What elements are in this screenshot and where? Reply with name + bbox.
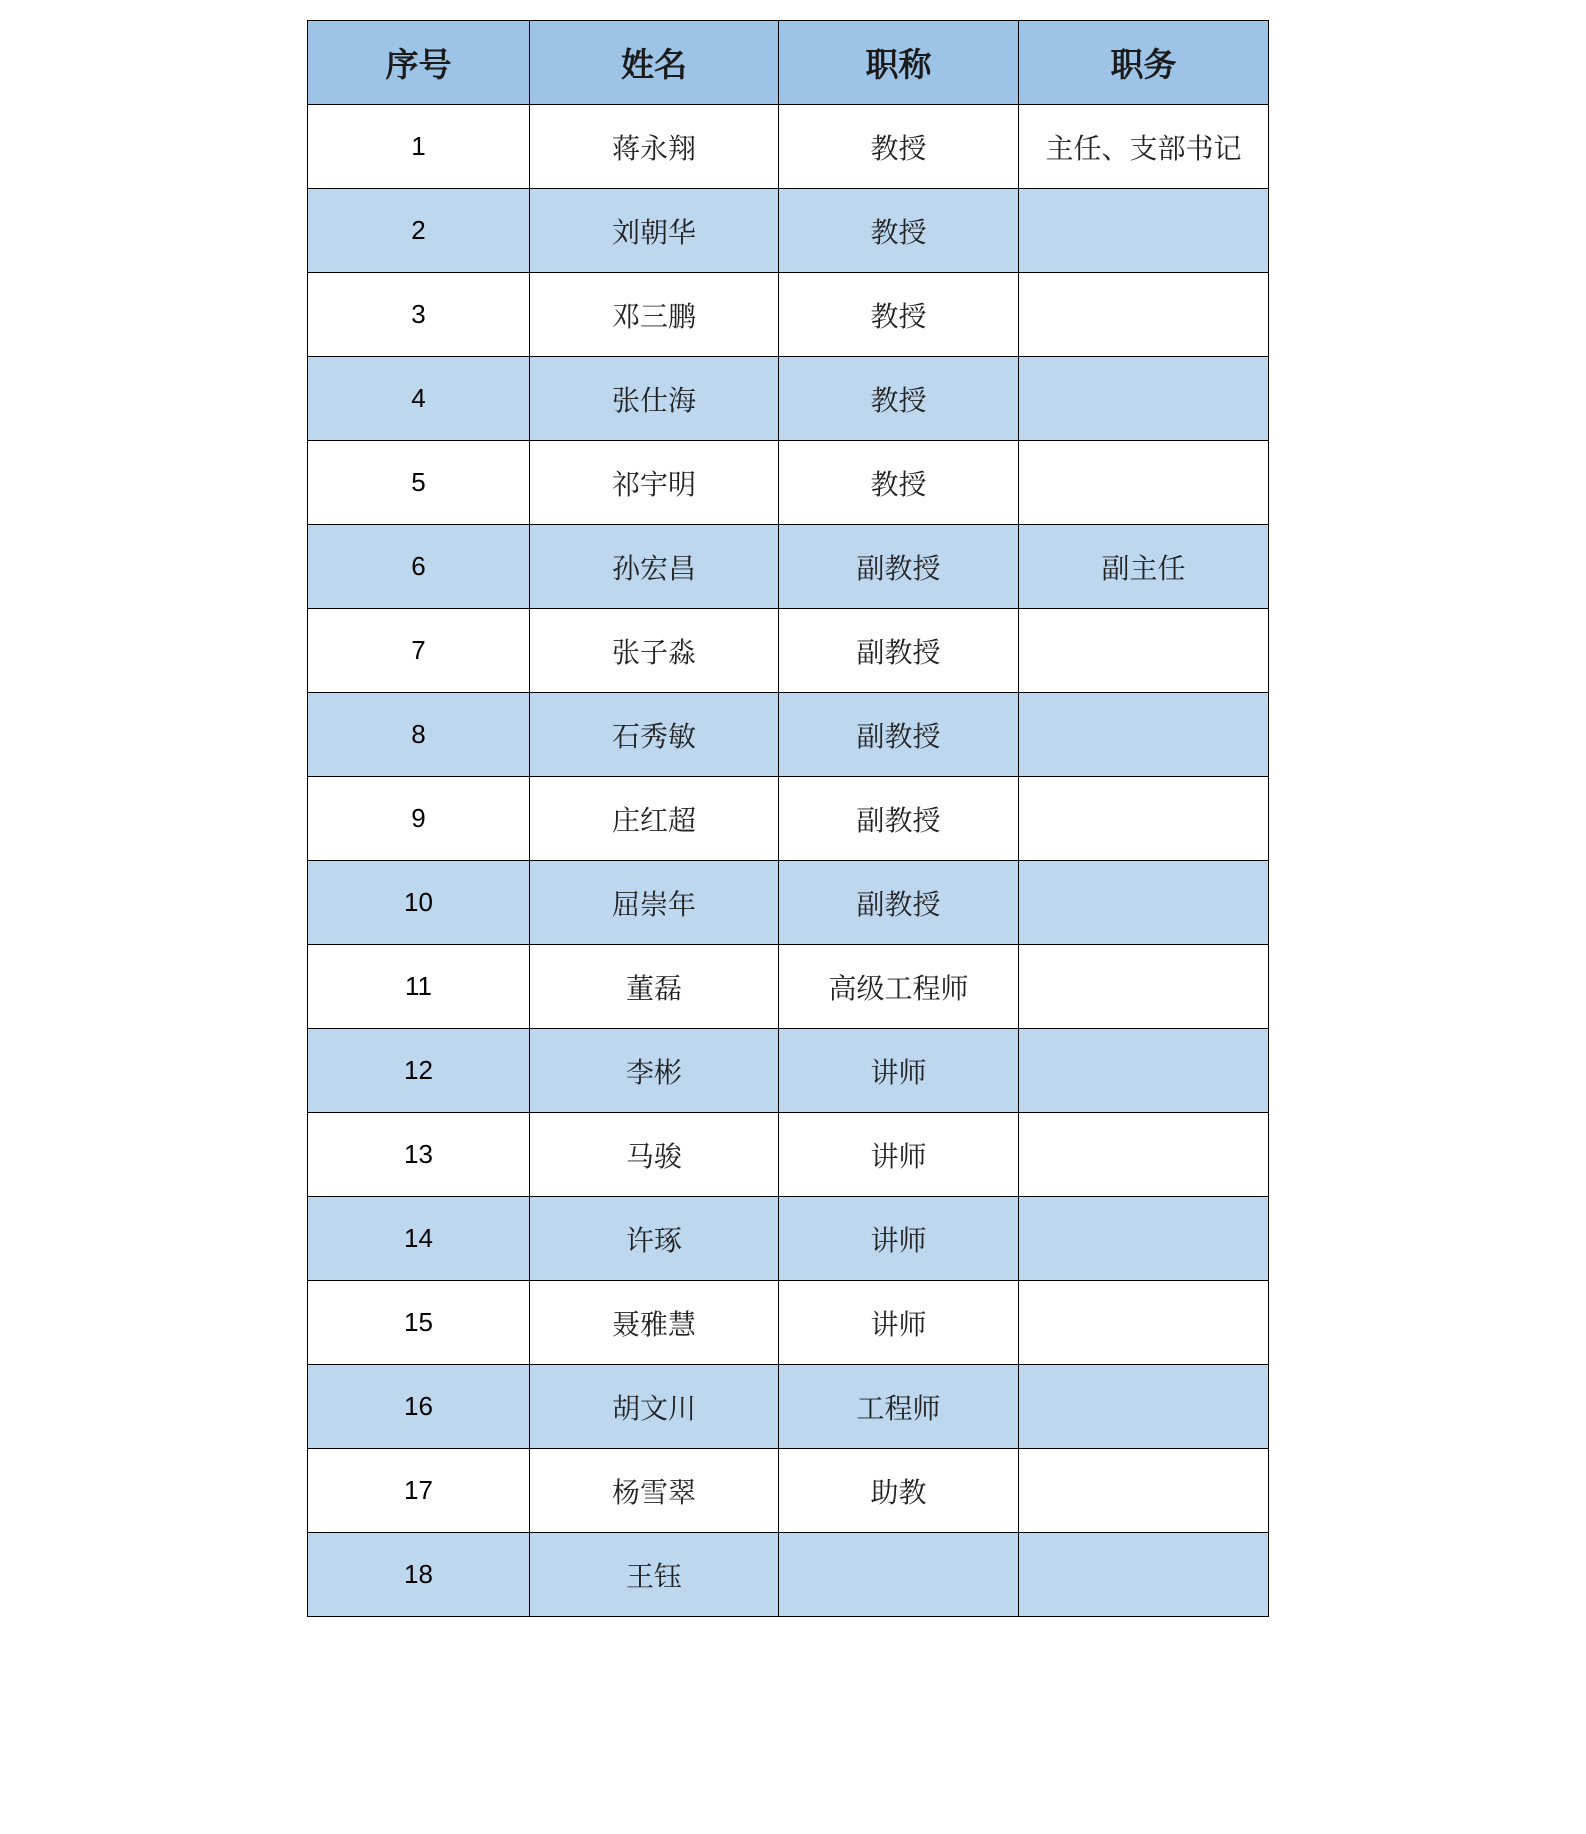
table-row bbox=[308, 105, 1269, 189]
cell-name: 聂雅慧 bbox=[530, 1281, 779, 1365]
cell-name: 董磊 bbox=[530, 945, 779, 1029]
cell-name: 邓三鹏 bbox=[530, 273, 779, 357]
cell-seq: 17 bbox=[308, 1449, 530, 1533]
cell-seq: 11 bbox=[308, 945, 530, 1029]
cell-position bbox=[1019, 1029, 1269, 1113]
cell-title: 教授 bbox=[779, 273, 1019, 357]
cell-name: 李彬 bbox=[530, 1029, 779, 1113]
cell-title: 副教授 bbox=[779, 609, 1019, 693]
cell-position bbox=[1019, 1197, 1269, 1281]
table-row bbox=[308, 1197, 1269, 1281]
staff-table bbox=[307, 20, 1269, 1617]
header-position: 职务 bbox=[1019, 21, 1269, 105]
cell-title: 讲师 bbox=[779, 1281, 1019, 1365]
table-row bbox=[308, 609, 1269, 693]
table-row bbox=[308, 945, 1269, 1029]
cell-title: 副教授 bbox=[779, 693, 1019, 777]
cell-name: 刘朝华 bbox=[530, 189, 779, 273]
header-row bbox=[308, 21, 1269, 105]
table-row bbox=[308, 357, 1269, 441]
cell-position bbox=[1019, 1281, 1269, 1365]
cell-title: 副教授 bbox=[779, 525, 1019, 609]
cell-position bbox=[1019, 273, 1269, 357]
table-row bbox=[308, 1281, 1269, 1365]
cell-seq: 16 bbox=[308, 1365, 530, 1449]
cell-name: 胡文川 bbox=[530, 1365, 779, 1449]
cell-title: 工程师 bbox=[779, 1365, 1019, 1449]
cell-name: 庄红超 bbox=[530, 777, 779, 861]
cell-title: 高级工程师 bbox=[779, 945, 1019, 1029]
cell-title: 副教授 bbox=[779, 861, 1019, 945]
cell-seq: 9 bbox=[308, 777, 530, 861]
table-row bbox=[308, 777, 1269, 861]
cell-seq: 18 bbox=[308, 1533, 530, 1617]
cell-position bbox=[1019, 1365, 1269, 1449]
cell-position bbox=[1019, 693, 1269, 777]
cell-seq: 3 bbox=[308, 273, 530, 357]
cell-position bbox=[1019, 1113, 1269, 1197]
cell-title: 教授 bbox=[779, 441, 1019, 525]
cell-seq: 10 bbox=[308, 861, 530, 945]
table-row bbox=[308, 861, 1269, 945]
cell-position: 主任、支部书记 bbox=[1019, 105, 1269, 189]
cell-position bbox=[1019, 861, 1269, 945]
cell-title: 副教授 bbox=[779, 777, 1019, 861]
cell-name: 张子淼 bbox=[530, 609, 779, 693]
cell-seq: 8 bbox=[308, 693, 530, 777]
table-row bbox=[308, 273, 1269, 357]
cell-position bbox=[1019, 1533, 1269, 1617]
cell-seq: 2 bbox=[308, 189, 530, 273]
table-row bbox=[308, 1533, 1269, 1617]
cell-position bbox=[1019, 357, 1269, 441]
cell-title bbox=[779, 1533, 1019, 1617]
cell-name: 祁宇明 bbox=[530, 441, 779, 525]
cell-title: 助教 bbox=[779, 1449, 1019, 1533]
cell-position bbox=[1019, 1449, 1269, 1533]
cell-title: 讲师 bbox=[779, 1113, 1019, 1197]
cell-seq: 15 bbox=[308, 1281, 530, 1365]
table-row bbox=[308, 1029, 1269, 1113]
cell-title: 教授 bbox=[779, 357, 1019, 441]
cell-position: 副主任 bbox=[1019, 525, 1269, 609]
cell-title: 讲师 bbox=[779, 1197, 1019, 1281]
table-row bbox=[308, 525, 1269, 609]
cell-seq: 1 bbox=[308, 105, 530, 189]
cell-name: 许琢 bbox=[530, 1197, 779, 1281]
cell-name: 王钰 bbox=[530, 1533, 779, 1617]
table-body bbox=[308, 105, 1269, 1617]
table-row bbox=[308, 189, 1269, 273]
cell-position bbox=[1019, 777, 1269, 861]
header-name: 姓名 bbox=[530, 21, 779, 105]
table-row bbox=[308, 1365, 1269, 1449]
table-row bbox=[308, 693, 1269, 777]
cell-name: 张仕海 bbox=[530, 357, 779, 441]
table-row bbox=[308, 441, 1269, 525]
cell-position bbox=[1019, 945, 1269, 1029]
cell-name: 杨雪翠 bbox=[530, 1449, 779, 1533]
cell-seq: 4 bbox=[308, 357, 530, 441]
cell-seq: 5 bbox=[308, 441, 530, 525]
table-header bbox=[308, 21, 1269, 105]
cell-name: 蒋永翔 bbox=[530, 105, 779, 189]
cell-seq: 6 bbox=[308, 525, 530, 609]
cell-title: 教授 bbox=[779, 189, 1019, 273]
table-row bbox=[308, 1449, 1269, 1533]
cell-title: 讲师 bbox=[779, 1029, 1019, 1113]
header-title: 职称 bbox=[779, 21, 1019, 105]
cell-seq: 12 bbox=[308, 1029, 530, 1113]
cell-title: 教授 bbox=[779, 105, 1019, 189]
cell-seq: 13 bbox=[308, 1113, 530, 1197]
cell-position bbox=[1019, 189, 1269, 273]
header-seq: 序号 bbox=[308, 21, 530, 105]
cell-seq: 7 bbox=[308, 609, 530, 693]
cell-seq: 14 bbox=[308, 1197, 530, 1281]
table-row bbox=[308, 1113, 1269, 1197]
cell-name: 屈崇年 bbox=[530, 861, 779, 945]
cell-position bbox=[1019, 609, 1269, 693]
cell-name: 马骏 bbox=[530, 1113, 779, 1197]
cell-name: 孙宏昌 bbox=[530, 525, 779, 609]
cell-name: 石秀敏 bbox=[530, 693, 779, 777]
cell-position bbox=[1019, 441, 1269, 525]
